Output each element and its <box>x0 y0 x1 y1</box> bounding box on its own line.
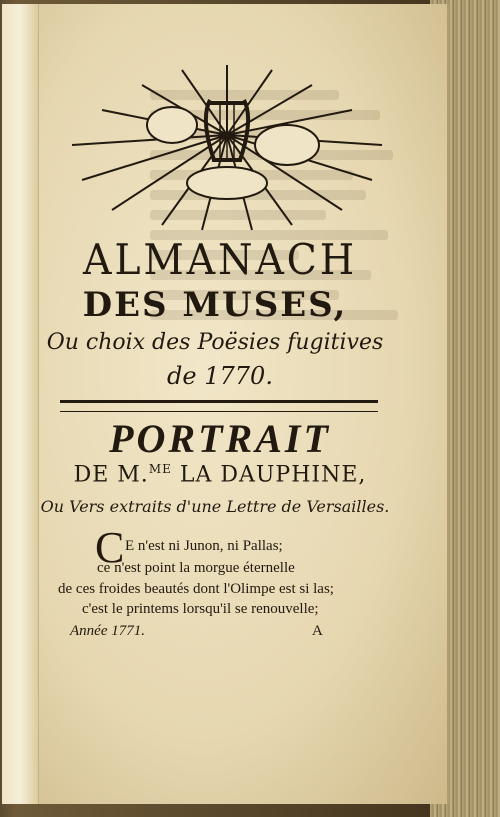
subtitle-line-1: Ou choix des Poësies fugitives <box>46 330 384 355</box>
page-subtitle: DES MUSES, <box>82 285 348 325</box>
divider-rule <box>60 400 378 412</box>
section-subtitle-main: DE M. <box>73 462 149 488</box>
page-title: ALMANACH <box>83 235 357 284</box>
footer-year: Année 1771. <box>70 623 145 639</box>
section-subtitle-tail: LA DAUPHINE, <box>171 462 367 488</box>
footer-signature: A <box>312 623 323 639</box>
verse-line-2: ce n'est point la morgue éternelle <box>97 560 295 576</box>
page-fold <box>2 4 39 804</box>
subtitle-line-2: de 1770. <box>167 362 273 390</box>
section-title: PORTRAIT <box>109 416 331 461</box>
section-subtitle <box>40 462 400 487</box>
verse-line-3: de ces froides beautés dont l'Olimpe est si las; <box>58 581 334 597</box>
lyre-in-clouds-with-rays-icon <box>62 65 392 235</box>
section-subtitle-sup: ME <box>148 462 172 476</box>
section-note: Ou Vers extraits d'une Lettre de Versailles. <box>40 497 390 516</box>
verse-line-1: E n'est ni Junon, ni Pallas; <box>125 538 283 554</box>
verse-line-4: c'est le printems lorsqu'il se renouvelle; <box>82 601 319 617</box>
drop-cap: C <box>95 523 125 572</box>
